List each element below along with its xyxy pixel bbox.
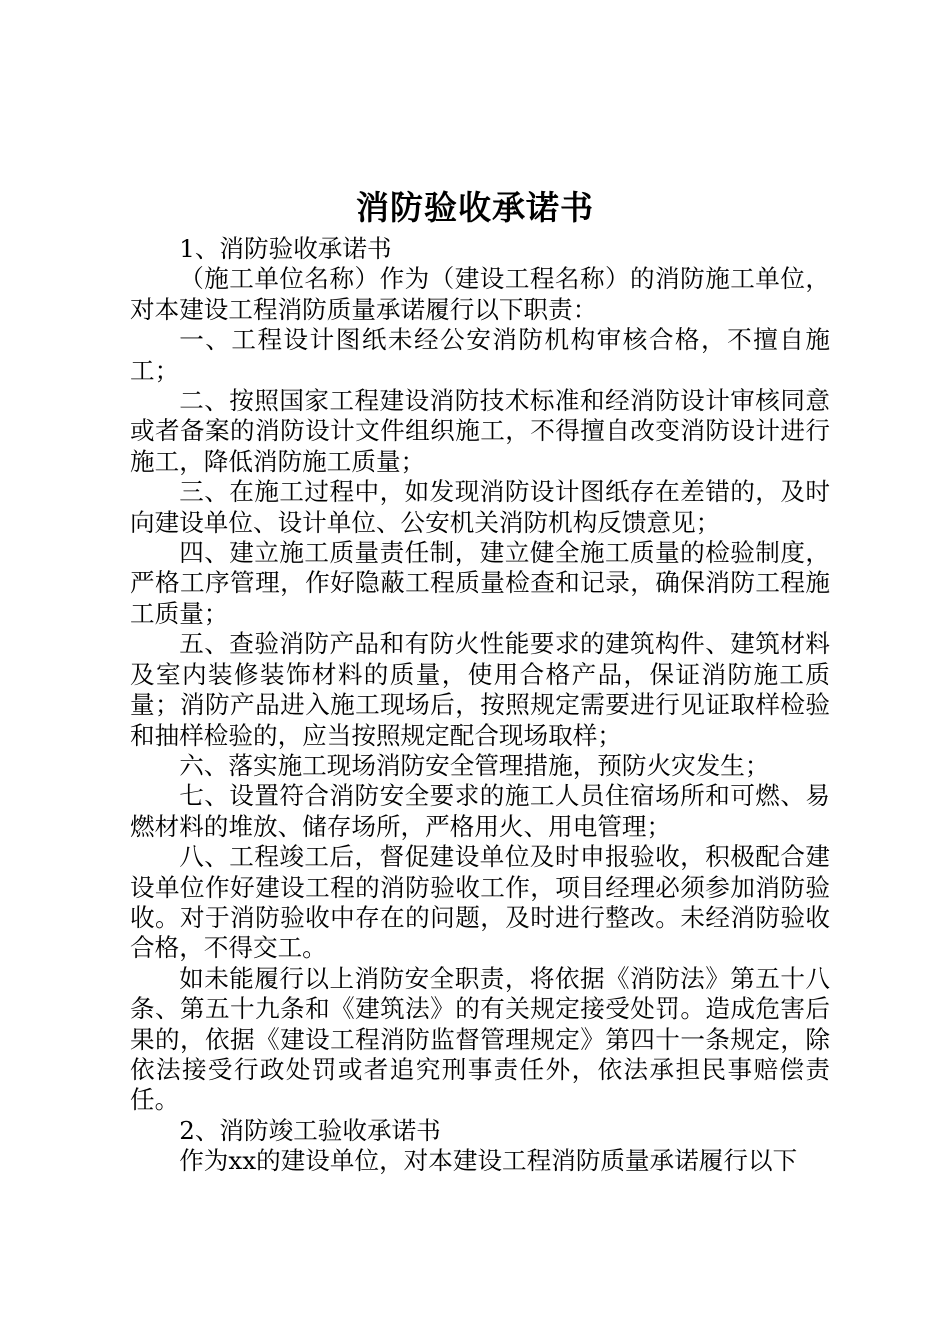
- section-heading-1: 1、消防验收承诺书: [179, 234, 392, 263]
- document-body: [130, 234, 830, 1177]
- paragraph-section-2-intro: 作为xx的建设单位，对本建设工程消防质量承诺履行以下: [179, 1146, 798, 1176]
- paragraph-item-8: 八、工程竣工后，督促建设单位及时申报验收，积极配合建设单位作好建设工程的消防验收工作，项目经理必须参加消防验收。对于消防验收中存在的问题，及时进行整改。未经消防验收合格，不得交工。: [130, 842, 830, 963]
- paragraph-item-5: 五、查验消防产品和有防火性能要求的建筑构件、建筑材料及室内装修装饰材料的质量，使用合格产品，保证消防施工质量；消防产品进入施工现场后，按照规定需要进行见证取样检验和抽样检验的，应当按照规定配合现场取样；: [130, 629, 830, 750]
- paragraph-item-2: 二、按照国家工程建设消防技术标准和经消防设计审核同意或者备案的消防设计文件组织施工，不得擅自改变消防设计进行施工，降低消防施工质量；: [130, 386, 830, 476]
- paragraph-item-1: 一、工程设计图纸未经公安消防机构审核合格，不擅自施工；: [130, 325, 830, 385]
- paragraph-item-4: 四、建立施工质量责任制，建立健全施工质量的检验制度，严格工序管理，作好隐蔽工程质量检查和记录，确保消防工程施工质量；: [130, 538, 830, 628]
- paragraph-penalty: 如未能履行以上消防安全职责，将依据《消防法》第五十八条、第五十九条和《建筑法》的有关规定接受处罚。造成危害后果的，依据《建设工程消防监督管理规定》第四十一条规定，除依法接受行政处罚或者追究刑事责任外，依法承担民事赔偿责任。: [130, 963, 830, 1115]
- paragraph-intro: （施工单位名称）作为（建设工程名称）的消防施工单位，对本建设工程消防质量承诺履行以下职责：: [130, 264, 830, 324]
- document-title: 消防验收承诺书: [356, 188, 594, 227]
- paragraph-item-7: 七、设置符合消防安全要求的施工人员住宿场所和可燃、易燃材料的堆放、储存场所，严格用火、用电管理；: [130, 781, 830, 841]
- section-heading-2: 2、消防竣工验收承诺书: [179, 1115, 441, 1145]
- paragraph-item-6: 六、落实施工现场消防安全管理措施，预防火灾发生；: [179, 750, 770, 780]
- paragraph-item-3: 三、在施工过程中，如发现消防设计图纸存在差错的，及时向建设单位、设计单位、公安机关消防机构反馈意见；: [130, 477, 830, 537]
